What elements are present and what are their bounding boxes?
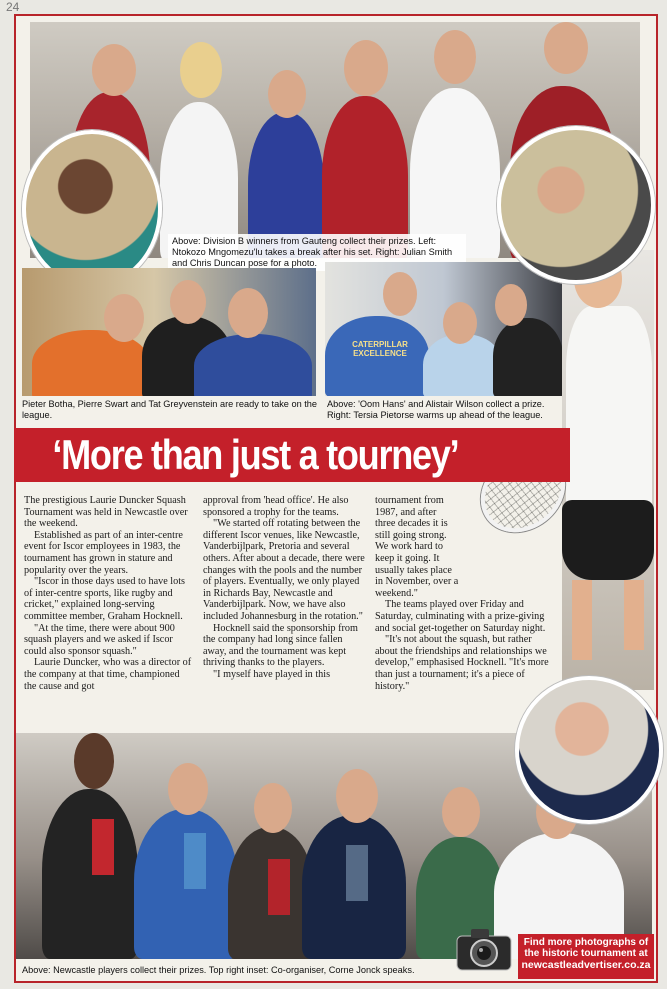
paragraph: "Iscor in those days used to have lots of inter-centre sports, like rugby and cricket," explained long-serving committee member, Graham Hocknell. [24, 576, 186, 622]
paragraph: Laurie Duncker, who was a director of the company at that time, championed the cause and got [24, 657, 192, 692]
inset-photo-co-organiser [515, 676, 663, 824]
inset-photo-left [22, 130, 162, 288]
paragraph: Hocknell said the sponsorship from the company had long since fallen away, and the tournament was kept thriving thanks to the players. [203, 622, 358, 669]
caption-left: Pieter Botha, Pierre Swart and Tat Greyvenstein are ready to take on the league. [22, 399, 318, 420]
promo-box[interactable] [518, 934, 654, 979]
paragraph: "It's not about the squash, but rather about the friendships and relationships we develop," emphasised Hocknell. "It's more than just a tournament; it's a piece of history." [375, 634, 549, 692]
photo-three-players [22, 268, 316, 396]
article-column-2 [203, 495, 365, 681]
page-number: 24 [6, 0, 20, 14]
shirt-print: CATERPILLAR EXCELLENCE [352, 340, 408, 358]
paragraph: tournament from 1987, and after three decades it is still going strong. We work hard to keep it going. It usually takes place in November, over a weekend." [375, 495, 459, 599]
paragraph: The teams played over Friday and Saturday, culminating with a prize-giving and social get-together on Saturday night. [375, 599, 546, 634]
paragraph: "At the time, there were about 900 squash players and we asked if Iscor could also sponsor squash." [24, 622, 175, 657]
promo-line-2: the historic tournament at [524, 948, 648, 959]
caption-top: Above: Division B winners from Gauteng collect their prizes. Left: Ntokozo Mngomezu'lu takes a break after his set. Right: Julian Smith and Chris Duncan pose for a photo. [168, 234, 466, 271]
paragraph: approval from 'head office'. He also sponsored a trophy for the teams. [203, 495, 349, 518]
paragraph: The prestigious Laurie Duncker Squash Tournament was held in Newcastle over the weekend. [24, 495, 188, 530]
camera-icon [453, 924, 515, 974]
headline: ‘More than just a tourney’ [52, 431, 459, 478]
caption-middle: Above: 'Oom Hans' and Alistair Wilson collect a prize. Right: Tersia Pietorse warms up ahead of the league. [327, 399, 545, 420]
promo-url-link[interactable]: newcastleadvertiser.co.za [521, 959, 651, 971]
article-column-1 [24, 495, 194, 692]
paragraph: "We started off rotating between the different Iscor venues, like Newcastle, Vanderbijlpark, Pretoria and several others. After about a decade, there were changes with the pools and the number of players. Eventually, we only played in Richards Bay, Newcastle and Vanderbijlpark. Now, we have also included Johannesburg in the rotation." [203, 518, 365, 622]
caption-bottom: Above: Newcastle players collect their prizes. Top right inset: Co-organiser, Corne Jonck speaks. [22, 965, 415, 975]
article-column-3 [375, 495, 550, 692]
photo-prize-collection [325, 262, 563, 396]
inset-photo-right [497, 126, 655, 284]
paragraph: "I myself have played in this [213, 668, 331, 680]
promo-line-1: Find more photographs of [523, 937, 649, 948]
paragraph: Established as part of an inter-centre event for Iscor employees in 1983, the tournament has grown in stature and popularity over the years. [24, 529, 183, 576]
photo-player-warming-up [562, 250, 654, 690]
